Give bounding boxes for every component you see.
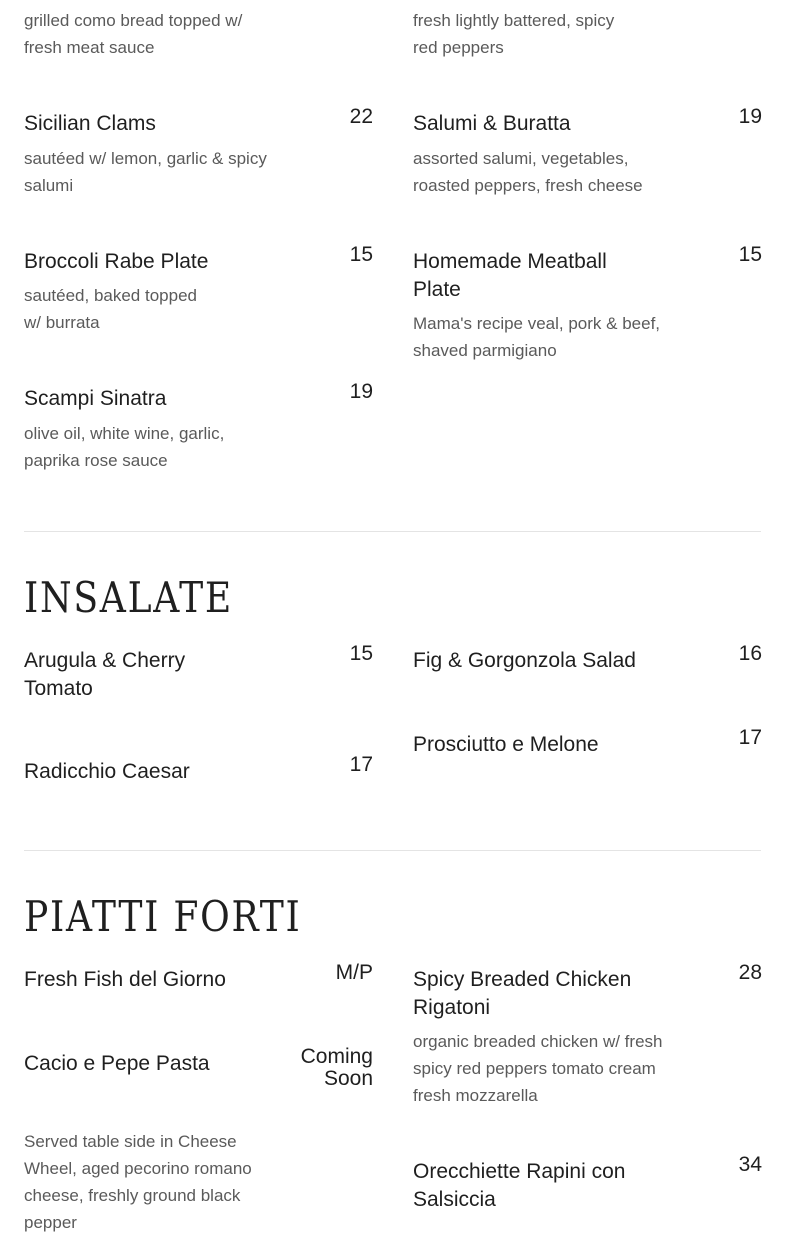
item-price: 17	[349, 753, 373, 776]
item-price: 34	[738, 1153, 762, 1176]
item-description: sautéed, baked topped w/ burrata	[24, 286, 197, 332]
section-divider	[24, 531, 761, 532]
item-price: M/P	[335, 961, 373, 984]
item-price: 19	[349, 380, 373, 403]
item-name: Cacio e Pepe Pasta	[24, 1052, 210, 1075]
item-price: 15	[738, 243, 762, 266]
item-price: 15	[349, 642, 373, 665]
item-name: Salumi & Buratta	[413, 112, 571, 135]
item-price: Coming Soon	[300, 1045, 373, 1090]
item-description: grilled como bread topped w/ fresh meat sauce	[24, 11, 243, 57]
item-description: Served table side in Cheese Wheel, aged pecorino romano cheese, freshly ground black pepper	[24, 1132, 252, 1232]
item-name: Spicy Breaded Chicken Rigatoni	[413, 968, 632, 1019]
item-description: olive oil, white wine, garlic, paprika rose sauce	[24, 424, 225, 470]
item-name: Homemade Meatball Plate	[413, 250, 607, 301]
item-price: 17	[738, 726, 762, 749]
item-price: 19	[738, 105, 762, 128]
item-description: assorted salumi, vegetables, roasted peppers, fresh cheese	[413, 149, 643, 195]
item-name: Fig & Gorgonzola Salad	[413, 649, 636, 672]
section-title-piatti-forti: PIATTI FORTI	[24, 892, 302, 941]
item-name: Radicchio Caesar	[24, 760, 190, 783]
item-price: 28	[738, 961, 762, 984]
item-name: Arugula & Cherry Tomato	[24, 649, 186, 700]
item-name: Orecchiette Rapini con Salsiccia	[413, 1160, 626, 1211]
item-name: Broccoli Rabe Plate	[24, 250, 209, 273]
item-description: fresh lightly battered, spicy red peppers	[413, 11, 615, 57]
item-description: Mama's recipe veal, pork & beef, shaved parmigiano	[413, 314, 661, 360]
item-description: organic breaded chicken w/ fresh spicy red peppers tomato cream fresh mozzarella	[413, 1032, 663, 1105]
item-price: 16	[738, 642, 762, 665]
item-name: Prosciutto e Melone	[413, 733, 599, 756]
item-price: 22	[349, 105, 373, 128]
item-name: Sicilian Clams	[24, 112, 156, 135]
item-name: Fresh Fish del Giorno	[24, 968, 226, 991]
item-description: sautéed w/ lemon, garlic & spicy salumi	[24, 149, 267, 195]
section-divider	[24, 850, 761, 851]
item-price: 15	[349, 243, 373, 266]
item-name: Scampi Sinatra	[24, 387, 167, 410]
section-title-insalate: INSALATE	[24, 573, 234, 622]
